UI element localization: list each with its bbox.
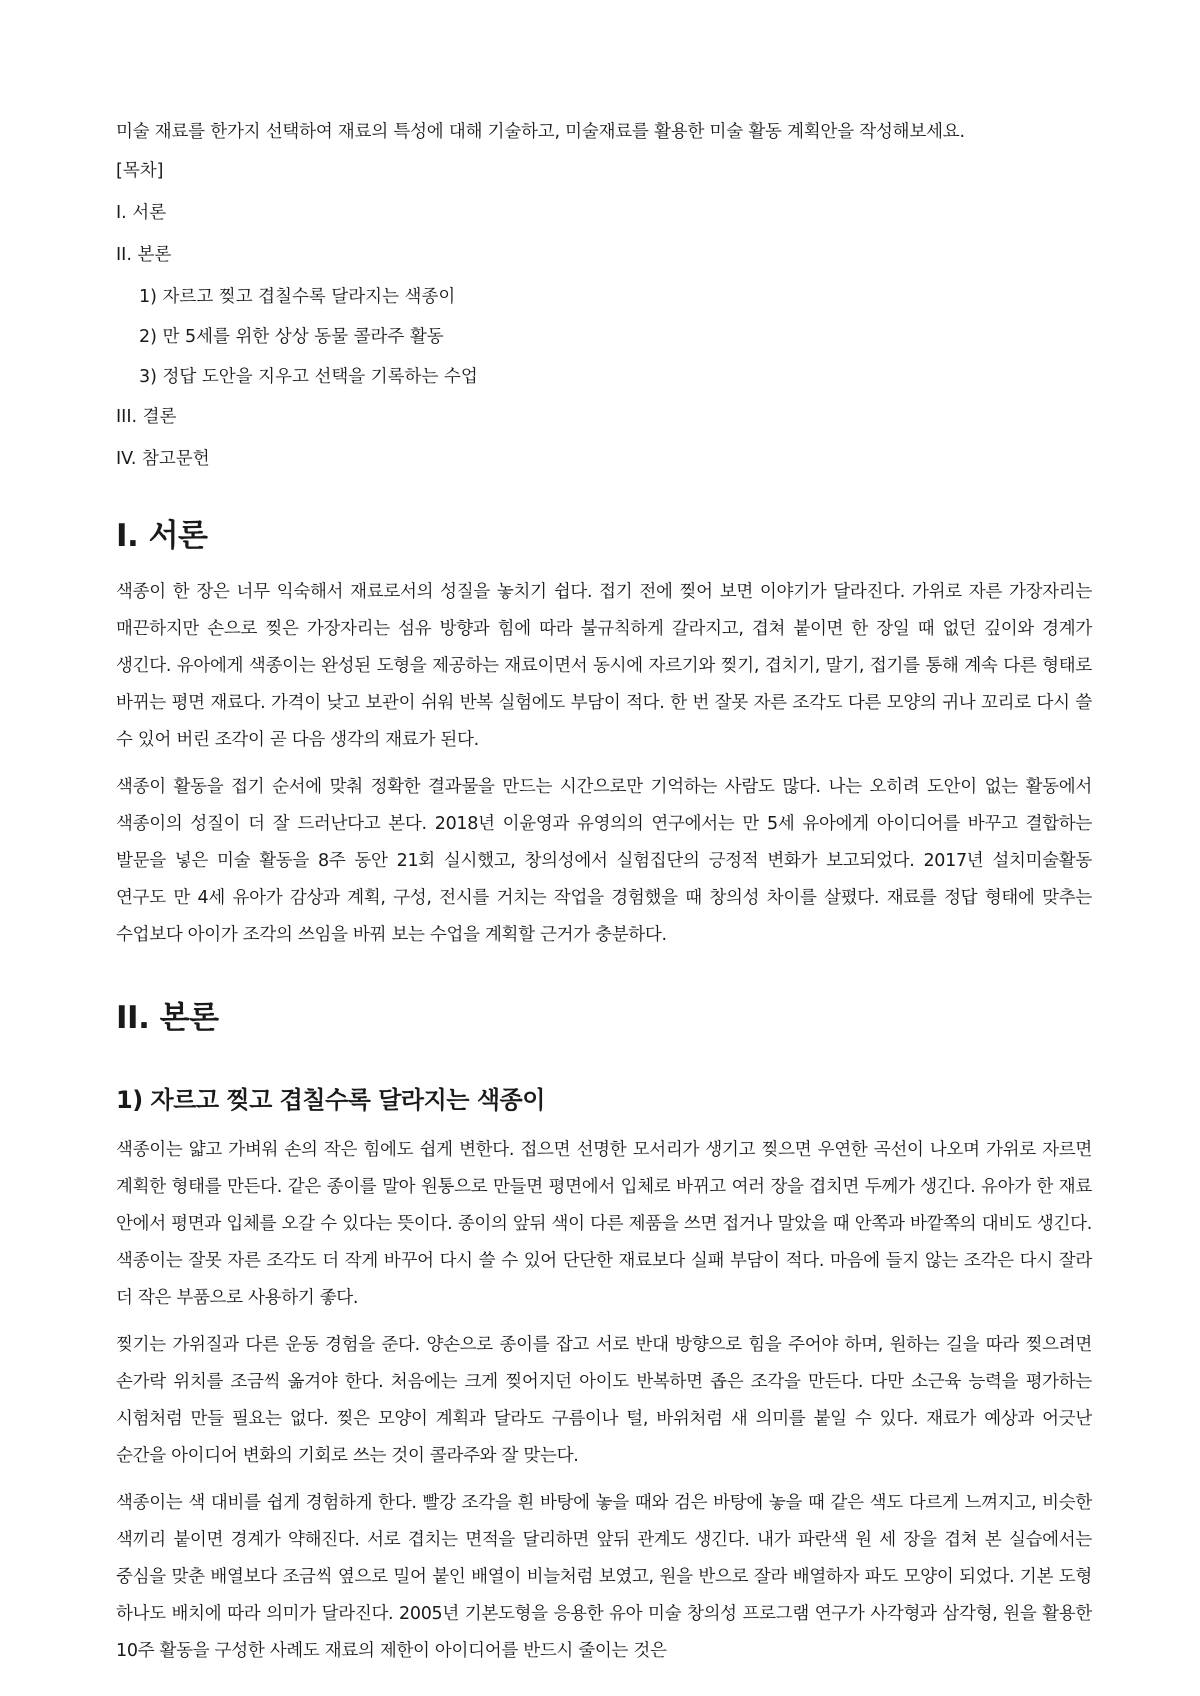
intro-paragraph: 색종이 한 장은 너무 익숙해서 재료로서의 성질을 놓치기 쉽다. 접기 전에 찢어 보면 이야기가 달라진다. 가위로 자른 가장자리는 매끈하지만 손으로 찢은 가장자리는 섬유 방향과 힘에 따라 불규칙하게 갈라지고, 겹쳐 붙이면 한 장일 때 없던 깊이와 경계가 생긴다. 유아에게 색종이는 완성된 도형을 제공하는 재료이면서 동시에 자르기와 찢기, 겹치기, 말기, 접기를 통해 계속 다른 형태로 바뀌는 평면 재료다. 가격이 낮고 보관이 쉬워 반복 실험에도 부담이 적다. 한 번 잘못 자른 조각도 다른 모양의 귀나 꼬리로 다시 쓸 수 있어 버린 조각이 곧 다음 생각의 재료가 된다.: [116, 582, 1092, 750]
table-of-contents: [116, 158, 1092, 472]
toc-item: IV. 참고문헌: [116, 449, 210, 469]
toc-subitem: 2) 만 5세를 위한 상상 동물 콜라주 활동: [139, 327, 444, 347]
toc-item: II. 본론: [116, 245, 172, 265]
toc-heading: [목차]: [116, 161, 164, 181]
section-heading-introduction: I. 서론: [116, 518, 208, 554]
assignment-prompt: 미술 재료를 한가지 선택하여 재료의 특성에 대해 기술하고, 미술재료를 활용한 미술 활동 계획안을 작성해보세요.: [116, 122, 965, 142]
body-paragraph: 찢기는 가위질과 다른 운동 경험을 준다. 양손으로 종이를 잡고 서로 반대 방향으로 힘을 주어야 하며, 원하는 길을 따라 찢으려면 손가락 위치를 조금씩 옮겨야 한다. 처음에는 크게 찢어지던 아이도 반복하면 좁은 조각을 만든다. 다만 소근육 능력을 평가하는 시험처럼 만들 필요는 없다. 찢은 모양이 계획과 달라도 구름이나 털, 바위처럼 새 의미를 붙일 수 있다. 재료가 예상과 어긋난 순간을 아이디어 변화의 기회로 쓰는 것이 콜라주와 잘 맞는다.: [116, 1335, 1092, 1466]
body-paragraph: 색종이는 얇고 가벼워 손의 작은 힘에도 쉽게 변한다. 접으면 선명한 모서리가 생기고 찢으면 우연한 곡선이 나오며 가위로 자르면 계획한 형태를 만든다. 같은 종이를 말아 원통으로 만들면 평면에서 입체로 바뀌고 여러 장을 겹치면 두께가 생긴다. 유아가 한 재료 안에서 평면과 입체를 오갈 수 있다는 뜻이다. 종이의 앞뒤 색이 다른 제품을 쓰면 접거나 말았을 때 안쪽과 바깥쪽의 대비도 생긴다. 색종이는 잘못 자른 조각도 더 작게 바꾸어 다시 쓸 수 있어 단단한 재료보다 실패 부담이 적다. 마음에 들지 않는 조각은 다시 잘라 더 작은 부품으로 사용하기 좋다.: [116, 1140, 1092, 1308]
toc-subitem: 1) 자르고 찢고 겹칠수록 달라지는 색종이: [139, 287, 456, 307]
toc-subitem: 3) 정답 도안을 지우고 선택을 기록하는 수업: [139, 367, 478, 387]
document-page: [116, 104, 1092, 1680]
intro-paragraph: 색종이 활동을 접기 순서에 맞춰 정확한 결과물을 만드는 시간으로만 기억하는 사람도 많다. 나는 오히려 도안이 없는 활동에서 색종이의 성질이 더 잘 드러난다고 본다. 2018년 이윤영과 유영의의 연구에서는 만 5세 유아에게 아이디어를 바꾸고 결합하는 발문을 넣은 미술 활동을 8주 동안 21회 실시했고, 창의성에서 실험집단의 긍정적 변화가 보고되었다. 2017년 설치미술활동 연구도 만 4세 유아가 감상과 계획, 구성, 전시를 거치는 작업을 경험했을 때 창의성 차이를 살폈다. 재료를 정답 형태에 맞추는 수업보다 아이가 조각의 쓰임을 바꿔 보는 수업을 계획할 근거가 충분하다.: [116, 777, 1092, 945]
toc-item: III. 결론: [116, 407, 177, 427]
toc-item: I. 서론: [116, 203, 167, 223]
subsection-heading: 1) 자르고 찢고 겹칠수록 달라지는 색종이: [116, 1086, 545, 1114]
section-heading-body: II. 본론: [116, 1000, 219, 1036]
body-paragraph: 색종이는 색 대비를 쉽게 경험하게 한다. 빨강 조각을 흰 바탕에 놓을 때와 검은 바탕에 놓을 때 같은 색도 다르게 느껴지고, 비슷한 색끼리 붙이면 경계가 약해진다. 서로 겹치는 면적을 달리하면 앞뒤 관계도 생긴다. 내가 파란색 원 세 장을 겹쳐 본 실습에서는 중심을 맞춘 배열보다 조금씩 옆으로 밀어 붙인 배열이 비늘처럼 보였고, 원을 반으로 잘라 배열하자 파도 모양이 되었다. 기본 도형 하나도 배치에 따라 의미가 달라진다. 2005년 기본도형을 응용한 유아 미술 창의성 프로그램 연구가 사각형과 삼각형, 원을 활용한 10주 활동을 구성한 사례도 재료의 제한이 아이디어를 반드시 줄이는 것은: [116, 1493, 1092, 1661]
